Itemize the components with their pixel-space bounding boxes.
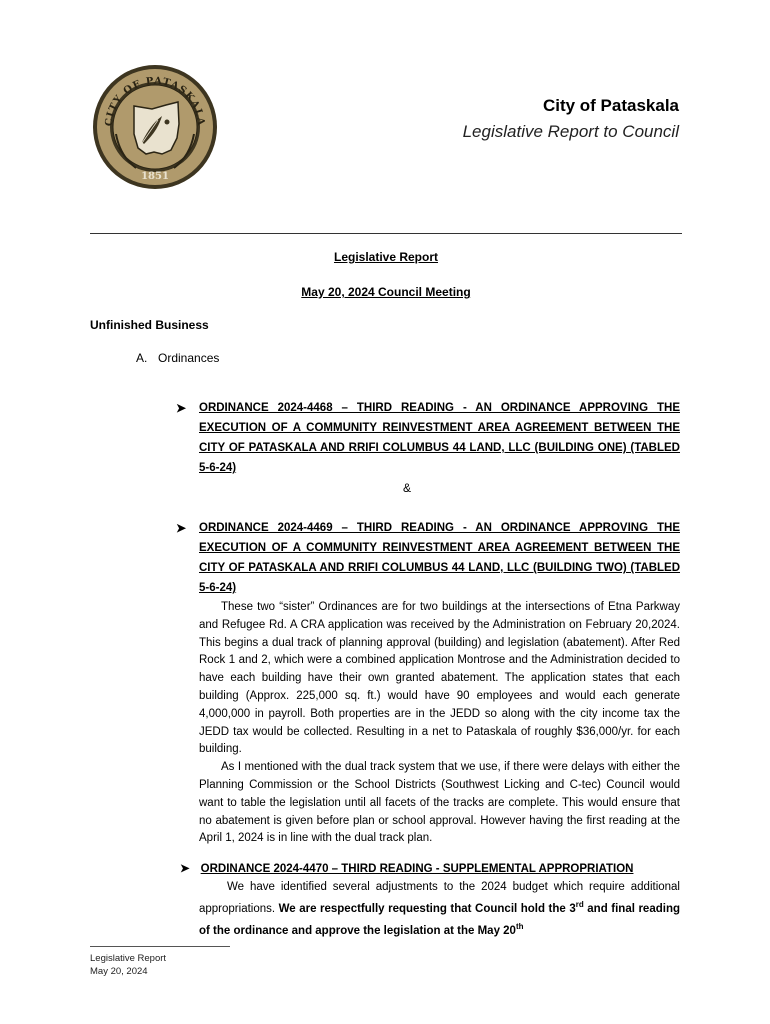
page-footer xyxy=(90,952,166,978)
seal-year: 1851 xyxy=(141,171,169,182)
explanation-paragraph: These two “sister” Ordinances are for two buildings at the intersections of Etna Parkway and Refugee Rd. A CRA application was received by the Administration on February 20,2024. This begins a dual track of planning approval (building) and legislation (abatement). After Red Rock 1 and 2, which were a combined application Montrose and the Administration decided to have each building have their own granted abatement. The application states that each building (Approx. 225,000 sq. ft.) would have 90 employees and would each generate 4,000,000 in payroll. Both properties are in the JEDD so along with the city income tax the JEDD tax would be collected. Resulting in a net to Pataskala of roughly $36,000/yr. for each building. xyxy=(199,601,680,756)
footer-divider xyxy=(90,946,230,947)
ordinance-item-4470 xyxy=(180,860,680,940)
meeting-date-heading: May 20, 2024 Council Meeting xyxy=(301,285,471,299)
city-title: City of Pataskala xyxy=(542,96,679,115)
section-title: Unfinished Business xyxy=(90,318,209,332)
subsection-letter: A. xyxy=(136,351,148,365)
ordinance-item-4468 xyxy=(176,398,680,478)
ampersand: & xyxy=(403,481,412,495)
explanation-paragraph: As I mentioned with the dual track system that we use, if there were delays with either the Planning Commission or the School Districts (Southwest Licking and C-tec) Council would want to table the legislation until all facets of the tracks are complete. This would ensure that no abatement is given before plan or school approval. However having the first reading at the April 1, 2024 is in line with the dual track plan. xyxy=(199,761,680,845)
footer-date: May 20, 2024 xyxy=(90,966,148,977)
ordinance-item-4469 xyxy=(176,518,680,598)
seal-top-text: CITY OF PATASKALA xyxy=(103,75,207,127)
arrow-bullet-icon: ➤ xyxy=(180,863,190,875)
subsection-ordinances xyxy=(136,351,219,365)
footer-report-name: Legislative Report xyxy=(90,953,167,964)
report-heading: Legislative Report xyxy=(333,250,439,264)
subsection-title: Ordinances xyxy=(158,351,220,365)
header-divider xyxy=(90,233,682,234)
ordinance-title: ORDINANCE 2024-4469 – THIRD READING - AN ORDINANCE APPROVING THE EXECUTION OF A COMMUNITY REINVESTMENT AREA AGREEMENT BETWEEN THE CITY OF PATASKALA AND RRIFI COLUMBUS 44 LAND, LLC (BUILDING TWO) (TABLED 5-6-24) xyxy=(199,522,680,594)
ordinance-title: ORDINANCE 2024-4470 – THIRD READING - SUPPLEMENTAL APPROPRIATION xyxy=(200,863,634,875)
city-seal-logo xyxy=(92,64,218,190)
arrow-bullet-icon: ➤ xyxy=(176,401,187,415)
explanation-paragraph: We have identified several adjustments to the 2024 budget which require additional appropriations. We are respectfully requesting that Council hold the 3rd and final reading of the ordinance and approve the legislation at the May 20th xyxy=(199,881,680,937)
report-subtitle: Legislative Report to Council xyxy=(462,122,679,141)
arrow-bullet-icon: ➤ xyxy=(176,521,187,535)
ordinance-explanation xyxy=(199,599,680,848)
ordinance-title: ORDINANCE 2024-4468 – THIRD READING - AN ORDINANCE APPROVING THE EXECUTION OF A COMMUNITY REINVESTMENT AREA AGREEMENT BETWEEN THE CITY OF PATASKALA AND RRIFI COLUMBUS 44 LAND, LLC (BUILDING ONE) (TABLED 5-6-24) xyxy=(199,402,680,474)
report-header xyxy=(463,95,679,145)
